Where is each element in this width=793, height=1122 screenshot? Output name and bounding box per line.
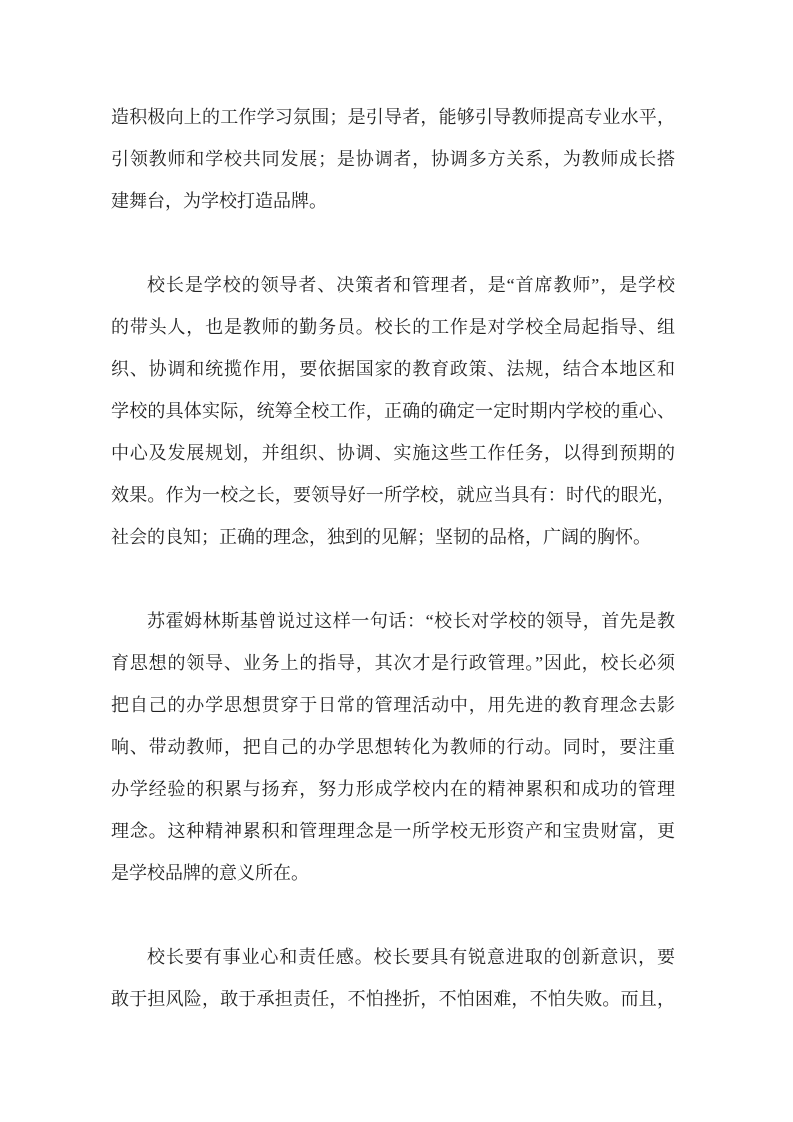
text-line: 效果。作为一校之长，要领导好一所学校，就应当具有：时代的眼光， <box>111 485 675 505</box>
text-line: 办学经验的积累与扬弃，努力形成学校内在的精神累积和成功的管理 <box>111 779 675 799</box>
text-line: 理念。这种精神累积和管理理念是一所学校无形资产和宝贵财富，更 <box>111 821 675 841</box>
paragraph <box>111 264 675 558</box>
text-line: 学校的具体实际，统筹全校工作，正确的确定一定时期内学校的重心、 <box>111 401 675 421</box>
text-line: 校长要有事业心和责任感。校长要具有锐意进取的创新意识，要 <box>147 947 675 967</box>
document-body <box>111 96 675 1020</box>
text-line: 校长是学校的领导者、决策者和管理者，是“首席教师”，是学校 <box>147 275 675 295</box>
paragraph <box>111 600 675 894</box>
text-line: 的带头人，也是教师的勤务员。校长的工作是对学校全局起指导、组 <box>111 317 675 337</box>
paragraph <box>111 96 675 222</box>
text-line: 育思想的领导、业务上的指导，其次才是行政管理。”因此，校长必须 <box>111 653 675 673</box>
paragraph <box>111 936 675 1020</box>
text-line: 是学校品牌的意义所在。 <box>111 863 309 883</box>
text-line: 建舞台，为学校打造品牌。 <box>111 191 327 211</box>
text-line: 敢于担风险，敢于承担责任，不怕挫折，不怕困难，不怕失败。而且， <box>111 989 675 1009</box>
text-line: 把自己的办学思想贯穿于日常的管理活动中，用先进的教育理念去影 <box>111 695 675 715</box>
text-line: 织、协调和统揽作用，要依据国家的教育政策、法规，结合本地区和 <box>111 359 675 379</box>
text-line: 社会的良知；正确的理念，独到的见解；坚韧的品格，广阔的胸怀。 <box>111 527 651 547</box>
text-line: 造积极向上的工作学习氛围；是引导者，能够引导教师提高专业水平， <box>111 107 675 127</box>
text-line: 响、带动教师，把自己的办学思想转化为教师的行动。同时，要注重 <box>111 737 675 757</box>
text-line: 苏霍姆林斯基曾说过这样一句话：“校长对学校的领导，首先是教 <box>147 611 675 631</box>
text-line: 中心及发展规划，并组织、协调、实施这些工作任务，以得到预期的 <box>111 443 675 463</box>
text-line: 引领教师和学校共同发展；是协调者，协调多方关系，为教师成长搭 <box>111 149 675 169</box>
